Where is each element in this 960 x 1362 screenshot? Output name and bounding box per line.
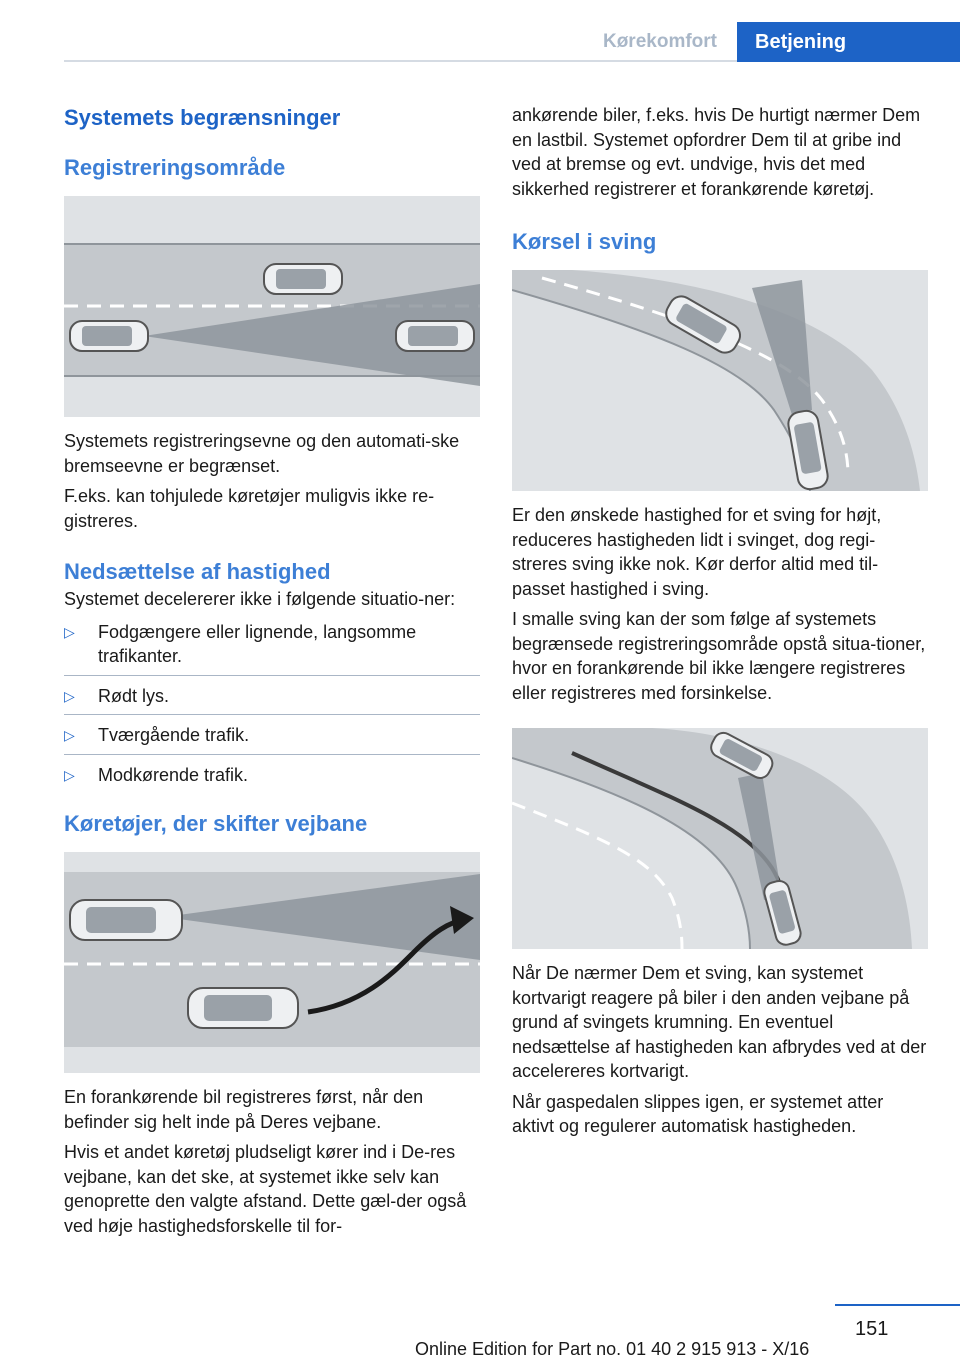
paragraph: Når De nærmer Dem et sving, kan systemet kortvarigt reagere på biler i den anden vejbane på grund af svingets krumning. En eventuel nedsættelse af hastigheden kan afbrydes ved at der accelereres kortvarigt. [512, 963, 927, 1081]
car-icon [188, 988, 298, 1028]
bullet-divider [64, 754, 480, 755]
figure-curve-detection [512, 270, 928, 491]
paragraph: Når gaspedalen slippes igen, er systemet atter aktivt og regulerer automatisk hastigheden. [512, 1091, 884, 1136]
list-item: ▷ Rødt lys. [64, 684, 480, 709]
car-icon [396, 321, 474, 351]
figure-detection-area [64, 196, 480, 417]
subheading-registration-area: Registreringsområde [64, 155, 286, 180]
bullet-list [64, 620, 480, 788]
car-icon [70, 321, 148, 351]
paragraph: Er den ønskede hastighed for et sving for højt, reduceres hastigheden lidt i svinget, dog regi-streres sving ikke nok. Kør derfor altid med til-passet hastighed i sving. [512, 505, 882, 599]
paragraph: F.eks. kan tohjulede køretøjer muligvis ikke re-gistreres. [64, 486, 435, 531]
triangle-bullet-icon: ▷ [64, 727, 75, 743]
triangle-bullet-icon: ▷ [64, 766, 75, 783]
header-section-tab[interactable]: Kørekomfort [602, 31, 717, 52]
left-column [64, 95, 480, 1238]
section-title: Systemets begrænsninger [64, 105, 341, 130]
edition-note: Online Edition for Part no. 01 40 2 915 913 - X/16 [415, 1339, 810, 1359]
page-number: 151 [855, 1318, 889, 1340]
car-icon [70, 900, 182, 940]
bullet-divider [64, 675, 480, 676]
paragraph: Hvis et andet køretøj pludseligt kører ind i De-res vejbane, kan det ske, at systemet ikke selv kan genoprette den valgte afstand. Dette gæl-der også ved høje hastighedsforskelle til for- [64, 1142, 467, 1236]
paragraph: ankørende biler, f.eks. hvis De hurtigt nærmer Dem en lastbil. Systemet opfordrer Dem til at gribe ind ved at bremse og evt. undvige, hvis det med sikkerhed registrerer et forankørende køretøj. [512, 105, 921, 199]
subheading-lane-change: Køretøjer, der skifter vejbane [64, 811, 368, 836]
car-icon [264, 264, 342, 294]
figure-curve-other-lane [512, 728, 928, 949]
subheading-speed-reduction: Nedsættelse af hastighed [64, 559, 331, 584]
triangle-bullet-icon: ▷ [64, 687, 75, 704]
list-item: ▷ Modkørende trafik. [64, 763, 480, 788]
footer-rule [835, 1304, 960, 1306]
list-item: ▷ Tværgående trafik. [64, 723, 480, 748]
paragraph: En forankørende bil registreres først, når den befinder sig helt inde på Deres vejbane. [64, 1087, 424, 1132]
paragraph: Systemets registreringsevne og den automati-ske bremseevne er begrænset. [64, 431, 460, 476]
subheading-cornering: Kørsel i sving [512, 229, 657, 254]
triangle-bullet-icon: ▷ [64, 623, 75, 640]
bullet-divider [64, 714, 480, 715]
paragraph: I smalle sving kan der som følge af systemets begrænsede registreringsområde opstå situa-tioner, hvor en forankørende bil ikke længere registreres eller registreres med forsinkelse. [512, 609, 926, 703]
right-column [512, 95, 928, 1139]
figure-lane-change [64, 852, 480, 1073]
header-chapter-tab[interactable]: Betjening [737, 22, 960, 62]
list-item: ▷ Fodgængere eller lignende, langsomme trafikanter. [64, 621, 417, 666]
paragraph: Systemet decelererer ikke i følgende situatio-ner: [64, 589, 456, 609]
